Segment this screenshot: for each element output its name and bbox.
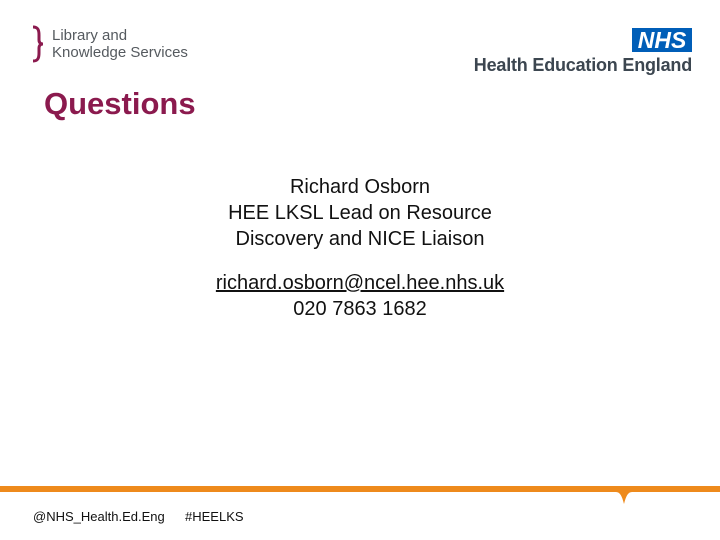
lks-logo-text <box>52 27 188 61</box>
footer-orange-stripe <box>0 486 720 504</box>
lks-logo-line2: Knowledge Services <box>52 44 188 61</box>
footer-twitter-handle: @NHS_Health.Ed.Eng <box>33 509 165 524</box>
nhs-logo <box>442 28 692 78</box>
contact-role-line1: HEE LKSL Lead on Resource <box>228 202 492 224</box>
contact-phone: 020 7863 1682 <box>293 298 427 320</box>
lks-bracket-icon <box>30 25 46 63</box>
lks-logo-line1: Library and <box>52 27 128 44</box>
contact-role-line2: Discovery and NICE Liaison <box>235 228 485 250</box>
nhs-org-name: Health Education England <box>473 55 692 75</box>
slide-title: Questions <box>44 86 196 121</box>
contact-block <box>0 174 720 322</box>
contact-email-link[interactable]: richard.osborn@ncel.hee.nhs.uk <box>215 272 505 294</box>
nhs-badge: NHS <box>632 28 692 52</box>
footer-hashtag: #HEELKS <box>185 509 244 524</box>
contact-name: Richard Osborn <box>289 176 431 198</box>
